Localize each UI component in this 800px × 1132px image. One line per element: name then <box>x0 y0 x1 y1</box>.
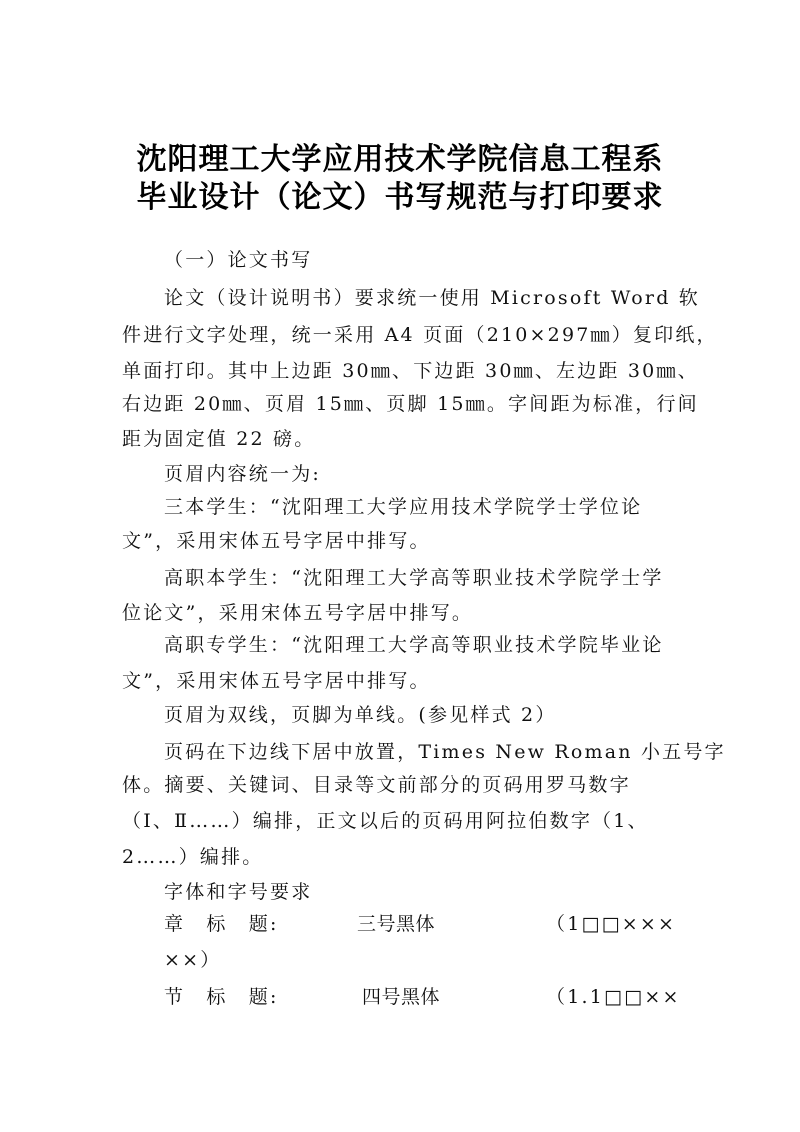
paragraph-line: 页码在下边线下居中放置，Times New Roman 小五号字 <box>164 741 726 763</box>
paragraph-line: （Ⅰ、Ⅱ……）编排，正文以后的页码用阿拉伯数字（1、 <box>122 810 649 832</box>
paragraph-line: 距为固定值 22 磅。 <box>122 428 316 450</box>
font-row-format: （1□□××× <box>546 913 677 935</box>
font-row-label: 节 标 题: <box>164 986 279 1008</box>
paragraph-line: 文”，采用宋体五号字居中排写。 <box>122 670 431 692</box>
paragraph-line: 位论文”，采用宋体五号字居中排写。 <box>122 602 474 624</box>
paragraph-line: 件进行文字处理，统一采用 A4 页面（210×297㎜）复印纸， <box>122 324 718 346</box>
paragraph-line: 论文（设计说明书）要求统一使用 Microsoft Word 软 <box>164 287 700 309</box>
paragraph-line: 页眉内容统一为: <box>164 463 322 485</box>
paragraph-line: 页眉为双线，页脚为单线。(参见样式 2） <box>164 704 557 726</box>
font-row-format-continued: ××） <box>164 949 222 971</box>
font-row-font: 三号黑体 <box>357 913 436 935</box>
font-row-label: 章 标 题: <box>164 913 279 935</box>
paragraph-line: 2……）编排。 <box>122 846 264 868</box>
document-title-line-2: 毕业设计（论文）书写规范与打印要求 <box>136 180 664 215</box>
paragraph-line: 三本学生：“沈阳理工大学应用技术学院学士学位论 <box>164 496 643 518</box>
paragraph-line: 单面打印。其中上边距 30㎜、下边距 30㎜、左边距 30㎜、 <box>122 360 699 382</box>
paragraph-line: 体。摘要、关键词、目录等文前部分的页码用罗马数字 <box>122 774 631 796</box>
document-title-line-1: 沈阳理工大学应用技术学院信息工程系 <box>136 142 664 177</box>
paragraph-line: 高职专学生：“沈阳理工大学高等职业技术学院毕业论 <box>164 634 664 656</box>
paragraph-line: 字体和字号要求 <box>164 881 313 903</box>
paragraph-line: 高职本学生：“沈阳理工大学高等职业技术学院学士学 <box>164 567 664 589</box>
font-row-font: 四号黑体 <box>362 986 441 1008</box>
paragraph-line: 文”，采用宋体五号字居中排写。 <box>122 530 431 552</box>
section-heading: （一）论文书写 <box>164 249 313 271</box>
paragraph-line: 右边距 20㎜、页眉 15㎜、页脚 15㎜。字间距为标准，行间 <box>122 393 699 415</box>
font-row-format: （1.1□□×× <box>546 986 681 1008</box>
